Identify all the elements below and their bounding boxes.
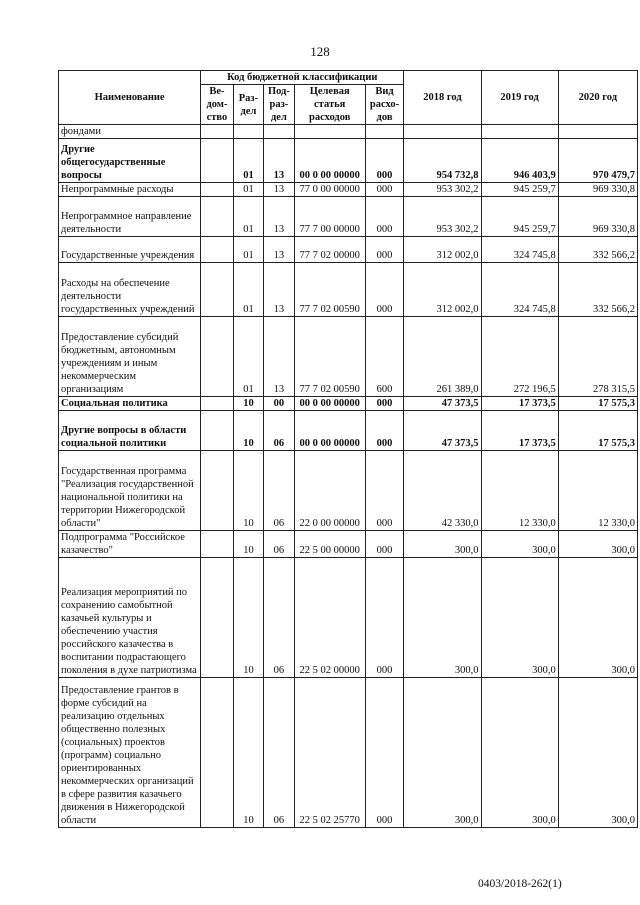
row-celevaya: 77 7 00 00000 — [294, 197, 365, 237]
row-2020: 332 566,2 — [558, 237, 637, 263]
row-podrazdel: 13 — [264, 183, 294, 197]
row-name: фондами — [59, 125, 201, 139]
row-2018: 953 302,2 — [404, 197, 481, 237]
row-2020: 969 330,8 — [558, 183, 637, 197]
row-name: Непрограммное направление деятельности — [59, 197, 201, 237]
header-podrazdel: Под- раз- дел — [264, 85, 294, 125]
row-razdel: 10 — [233, 411, 263, 451]
row-podrazdel: 13 — [264, 317, 294, 397]
row-vid: 000 — [365, 183, 404, 197]
table-row — [59, 411, 638, 451]
row-podrazdel: 00 — [264, 397, 294, 411]
row-name: Предоставление субсидий бюджетным, автономным учреждениям и иным некоммерческим организациям — [59, 317, 201, 397]
header-vid: Вид расхо- дов — [365, 85, 404, 125]
row-2018: 953 302,2 — [404, 183, 481, 197]
row-podrazdel: 06 — [264, 678, 294, 828]
row-vid: 000 — [365, 531, 404, 558]
row-razdel — [233, 125, 263, 139]
row-vedomstvo — [201, 263, 234, 317]
row-razdel: 01 — [233, 317, 263, 397]
budget-table — [58, 70, 638, 828]
row-celevaya: 00 0 00 00000 — [294, 139, 365, 183]
row-2019: 324 745,8 — [481, 263, 558, 317]
row-razdel: 10 — [233, 531, 263, 558]
row-razdel: 01 — [233, 237, 263, 263]
row-2018: 42 330,0 — [404, 451, 481, 531]
row-2018: 312 002,0 — [404, 237, 481, 263]
row-vedomstvo — [201, 411, 234, 451]
row-2019: 272 196,5 — [481, 317, 558, 397]
table-row — [59, 263, 638, 317]
row-celevaya: 22 5 02 25770 — [294, 678, 365, 828]
row-2019: 946 403,9 — [481, 139, 558, 183]
row-name: Государственные учреждения — [59, 237, 201, 263]
row-2018: 300,0 — [404, 558, 481, 678]
row-2018: 47 373,5 — [404, 411, 481, 451]
document-code: 0403/2018-262(1) — [478, 878, 562, 890]
row-razdel: 01 — [233, 139, 263, 183]
row-2020: 300,0 — [558, 678, 637, 828]
row-vid: 000 — [365, 451, 404, 531]
header-2020: 2020 год — [558, 71, 637, 125]
row-2020: 332 566,2 — [558, 263, 637, 317]
table-row — [59, 197, 638, 237]
row-razdel: 01 — [233, 197, 263, 237]
row-2020: 969 330,8 — [558, 197, 637, 237]
table-row — [59, 237, 638, 263]
row-2018: 312 002,0 — [404, 263, 481, 317]
row-2020: 17 575,3 — [558, 397, 637, 411]
row-vid: 600 — [365, 317, 404, 397]
header-vedomstvo: Ве- дом- ство — [201, 85, 234, 125]
row-vedomstvo — [201, 451, 234, 531]
row-vedomstvo — [201, 237, 234, 263]
row-podrazdel: 13 — [264, 237, 294, 263]
row-razdel: 01 — [233, 263, 263, 317]
page-number: 128 — [310, 44, 330, 59]
row-vedomstvo — [201, 317, 234, 397]
row-vid: 000 — [365, 678, 404, 828]
header-celevaya: Целевая статья расходов — [294, 85, 365, 125]
row-celevaya: 22 5 02 00000 — [294, 558, 365, 678]
table-row — [59, 139, 638, 183]
row-vid: 000 — [365, 197, 404, 237]
row-vid: 000 — [365, 397, 404, 411]
row-celevaya: 77 7 02 00590 — [294, 263, 365, 317]
table-row — [59, 317, 638, 397]
row-2018: 261 389,0 — [404, 317, 481, 397]
row-razdel: 10 — [233, 397, 263, 411]
row-2019: 945 259,7 — [481, 183, 558, 197]
row-vid: 000 — [365, 237, 404, 263]
header-razdel: Раз- дел — [233, 85, 263, 125]
row-vid — [365, 125, 404, 139]
row-name: Государственная программа "Реализация государственной национальной политики на территории Нижегородской области" — [59, 451, 201, 531]
row-celevaya: 00 0 00 00000 — [294, 397, 365, 411]
table-row — [59, 558, 638, 678]
row-vid: 000 — [365, 139, 404, 183]
row-celevaya: 77 7 02 00000 — [294, 237, 365, 263]
row-vedomstvo — [201, 125, 234, 139]
row-2019: 324 745,8 — [481, 237, 558, 263]
row-2018: 300,0 — [404, 531, 481, 558]
row-2018: 47 373,5 — [404, 397, 481, 411]
row-2020: 970 479,7 — [558, 139, 637, 183]
row-name: Реализация мероприятий по сохранению самобытной казачьей культуры и обеспечению участия российского казачества в воспитании подрастающего поколения в духе патриотизма — [59, 558, 201, 678]
row-celevaya: 22 5 00 00000 — [294, 531, 365, 558]
table-row — [59, 531, 638, 558]
row-celevaya: 77 0 00 00000 — [294, 183, 365, 197]
row-vid: 000 — [365, 263, 404, 317]
row-2018: 954 732,8 — [404, 139, 481, 183]
row-2020: 300,0 — [558, 558, 637, 678]
row-podrazdel: 13 — [264, 197, 294, 237]
row-name: Непрограммные расходы — [59, 183, 201, 197]
row-2020 — [558, 125, 637, 139]
row-celevaya — [294, 125, 365, 139]
row-2019 — [481, 125, 558, 139]
row-podrazdel: 13 — [264, 139, 294, 183]
row-vedomstvo — [201, 197, 234, 237]
table-row — [59, 183, 638, 197]
row-vid: 000 — [365, 558, 404, 678]
header-2018: 2018 год — [404, 71, 481, 125]
row-name: Другие общегосударственные вопросы — [59, 139, 201, 183]
row-vedomstvo — [201, 531, 234, 558]
row-2020: 278 315,5 — [558, 317, 637, 397]
row-podrazdel: 06 — [264, 558, 294, 678]
row-vedomstvo — [201, 397, 234, 411]
row-vedomstvo — [201, 678, 234, 828]
row-razdel: 10 — [233, 558, 263, 678]
row-podrazdel — [264, 125, 294, 139]
row-celevaya: 77 7 02 00590 — [294, 317, 365, 397]
row-name: Социальная политика — [59, 397, 201, 411]
header-2019: 2019 год — [481, 71, 558, 125]
row-2019: 300,0 — [481, 531, 558, 558]
row-vedomstvo — [201, 558, 234, 678]
row-podrazdel: 06 — [264, 531, 294, 558]
header-name: Наименование — [59, 71, 201, 125]
row-vedomstvo — [201, 139, 234, 183]
row-podrazdel: 06 — [264, 451, 294, 531]
row-name: Расходы на обеспечение деятельности государственных учреждений — [59, 263, 201, 317]
row-2020: 300,0 — [558, 531, 637, 558]
row-2019: 300,0 — [481, 558, 558, 678]
row-2018: 300,0 — [404, 678, 481, 828]
table-row — [59, 678, 638, 828]
row-name: Другие вопросы в области социальной политики — [59, 411, 201, 451]
table-row — [59, 451, 638, 531]
row-razdel: 10 — [233, 451, 263, 531]
row-celevaya: 00 0 00 00000 — [294, 411, 365, 451]
row-2018 — [404, 125, 481, 139]
row-vid: 000 — [365, 411, 404, 451]
row-razdel: 10 — [233, 678, 263, 828]
row-2019: 17 373,5 — [481, 411, 558, 451]
row-2020: 17 575,3 — [558, 411, 637, 451]
table-row — [59, 125, 638, 139]
row-2019: 17 373,5 — [481, 397, 558, 411]
row-vedomstvo — [201, 183, 234, 197]
row-name: Предоставление грантов в форме субсидий на реализацию отдельных общественно полезных (социальных) проектов (программ) социально ориентированных некоммерческих организаций в сфере развития казачьего движения в Нижегородской области — [59, 678, 201, 828]
row-razdel: 01 — [233, 183, 263, 197]
row-celevaya: 22 0 00 00000 — [294, 451, 365, 531]
row-podrazdel: 13 — [264, 263, 294, 317]
row-2019: 12 330,0 — [481, 451, 558, 531]
row-2019: 300,0 — [481, 678, 558, 828]
row-2020: 12 330,0 — [558, 451, 637, 531]
table-row — [59, 397, 638, 411]
row-name: Подпрограмма "Российское казачество" — [59, 531, 201, 558]
header-classification: Код бюджетной классификации — [201, 71, 404, 85]
row-2019: 945 259,7 — [481, 197, 558, 237]
row-podrazdel: 06 — [264, 411, 294, 451]
